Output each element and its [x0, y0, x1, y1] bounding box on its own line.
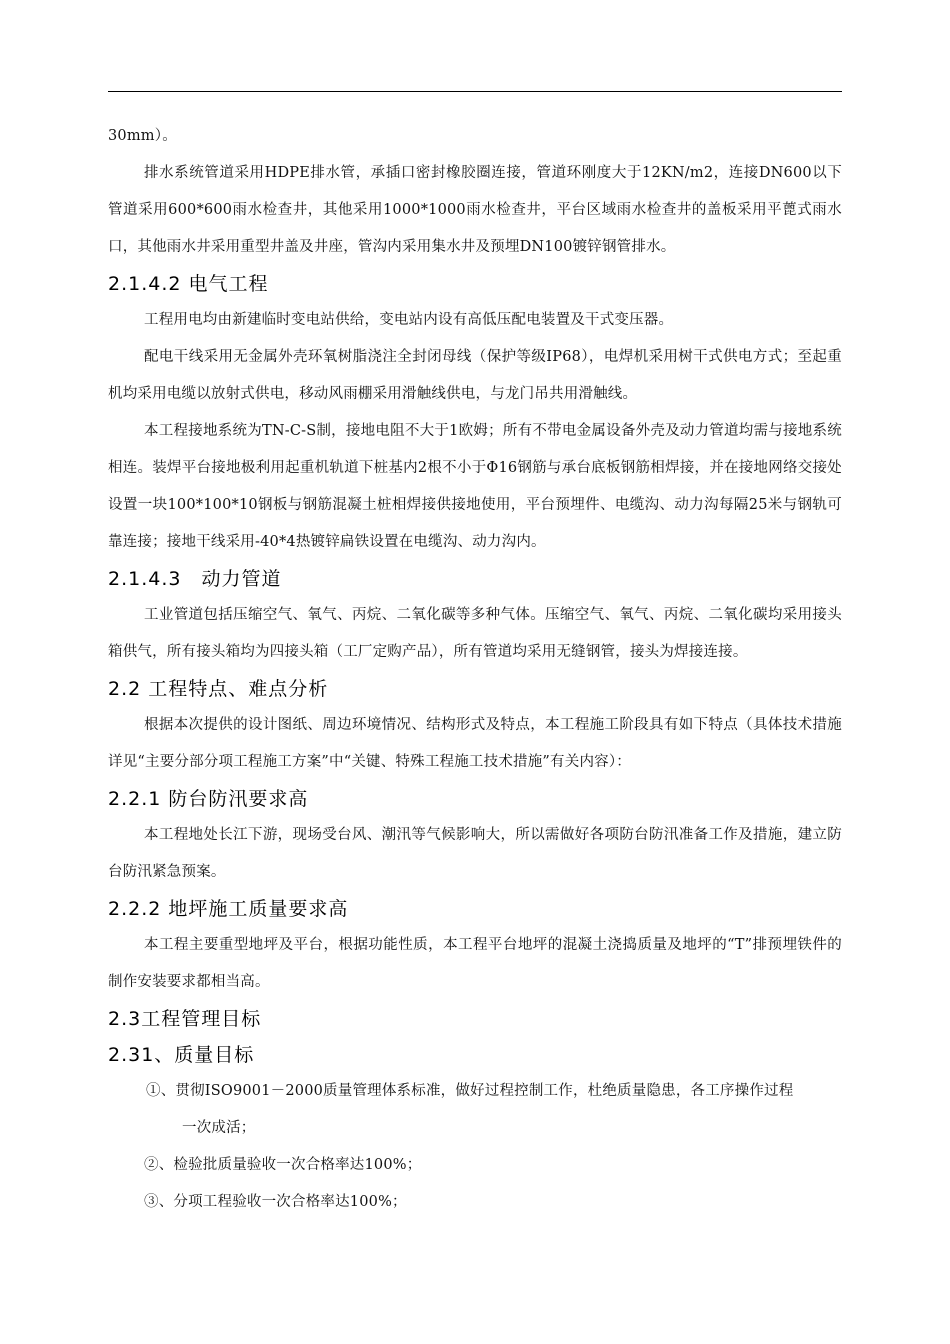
paragraph-power-supply: 工程用电均由新建临时变电站供给，变电站内设有高低压配电装置及干式变压器。: [144, 312, 674, 328]
paragraph-floor-quality: 本工程主要重型地坪及平台，根据功能性质，本工程平台地坪的混凝土浇捣质量及地坪的“T”排预埋铁件的制作安装要求都相当高。: [108, 937, 842, 990]
heading-typhoon: 2.2.1 防台防汛要求高: [108, 788, 309, 810]
heading-power-pipes: 2.1.4.3 动力管道: [108, 568, 282, 590]
list-item: [108, 1073, 842, 1147]
header-rule: [108, 91, 842, 92]
heading-electrical: 2.1.4.2 电气工程: [108, 273, 269, 295]
list-item: ③、分项工程验收一次合格率达100%；: [144, 1194, 407, 1210]
heading-features: 2.2 工程特点、难点分析: [108, 678, 329, 700]
paragraph-industrial-pipes: 工业管道包括压缩空气、氧气、丙烷、二氧化碳等多种气体。压缩空气、氧气、丙烷、二氧化碳均采用接头箱供气，所有接头箱均为四接头箱（工厂定购产品），所有管道均采用无缝钢管，接头为焊接连接。: [108, 607, 842, 660]
list-item-text: ①、贯彻ISO9001－2000质量管理体系标准，做好过程控制工作，杜绝质量隐患，各工序操作过程: [146, 1083, 794, 1099]
heading-floor-quality: 2.2.2 地坪施工质量要求高: [108, 898, 349, 920]
list-item: ②、检验批质量验收一次合格率达100%；: [144, 1157, 422, 1173]
paragraph-distribution: 配电干线采用无金属外壳环氧树脂浇注全封闭母线（保护等级IP68），电焊机采用树干式供电方式；至起重机均采用电缆以放射式供电，移动风雨棚采用滑触线供电，与龙门吊共用滑触线。: [108, 349, 842, 402]
heading-management-goals: 2.3工程管理目标: [108, 1008, 262, 1030]
paragraph-drainage: 排水系统管道采用HDPE排水管，承插口密封橡胶圈连接，管道环刚度大于12KN/m2，连接DN600以下管道采用600*600雨水检查井，其他采用1000*1000雨水检查井，平台区域雨水检查井的盖板采用平蓖式雨水口，其他雨水井采用重型井盖及井座，管沟内采用集水井及预埋DN100镀锌钢管排水。: [108, 165, 842, 255]
paragraph-features: 根据本次提供的设计图纸、周边环境情况、结构形式及特点，本工程施工阶段具有如下特点（具体技术措施详见“主要分部分项工程施工方案”中“关键、特殊工程施工技术措施”有关内容）：: [108, 717, 842, 770]
list-item-continuation: 一次成活；: [182, 1120, 256, 1136]
paragraph-grounding: 本工程接地系统为TN-C-S制，接地电阻不大于1欧姆；所有不带电金属设备外壳及动力管道均需与接地系统相连。装焊平台接地极利用起重机轨道下桩基内2根不小于Φ16钢筋与承台底板钢筋相焊接，并在接地网络交接处设置一块100*100*10钢板与钢筋混凝土桩相焊接供接地使用，平台预埋件、电缆沟、动力沟每隔25米与钢轨可靠连接；接地干线采用-40*4热镀锌扁铁设置在电缆沟、动力沟内。: [108, 423, 842, 550]
heading-quality-goals: 2.31、质量目标: [108, 1044, 255, 1066]
paragraph-continuation: 30mm）。: [108, 128, 177, 144]
paragraph-typhoon: 本工程地处长江下游，现场受台风、潮汛等气候影响大，所以需做好各项防台防汛准备工作及措施，建立防台防汛紧急预案。: [108, 827, 842, 880]
document-body: [108, 118, 842, 1221]
